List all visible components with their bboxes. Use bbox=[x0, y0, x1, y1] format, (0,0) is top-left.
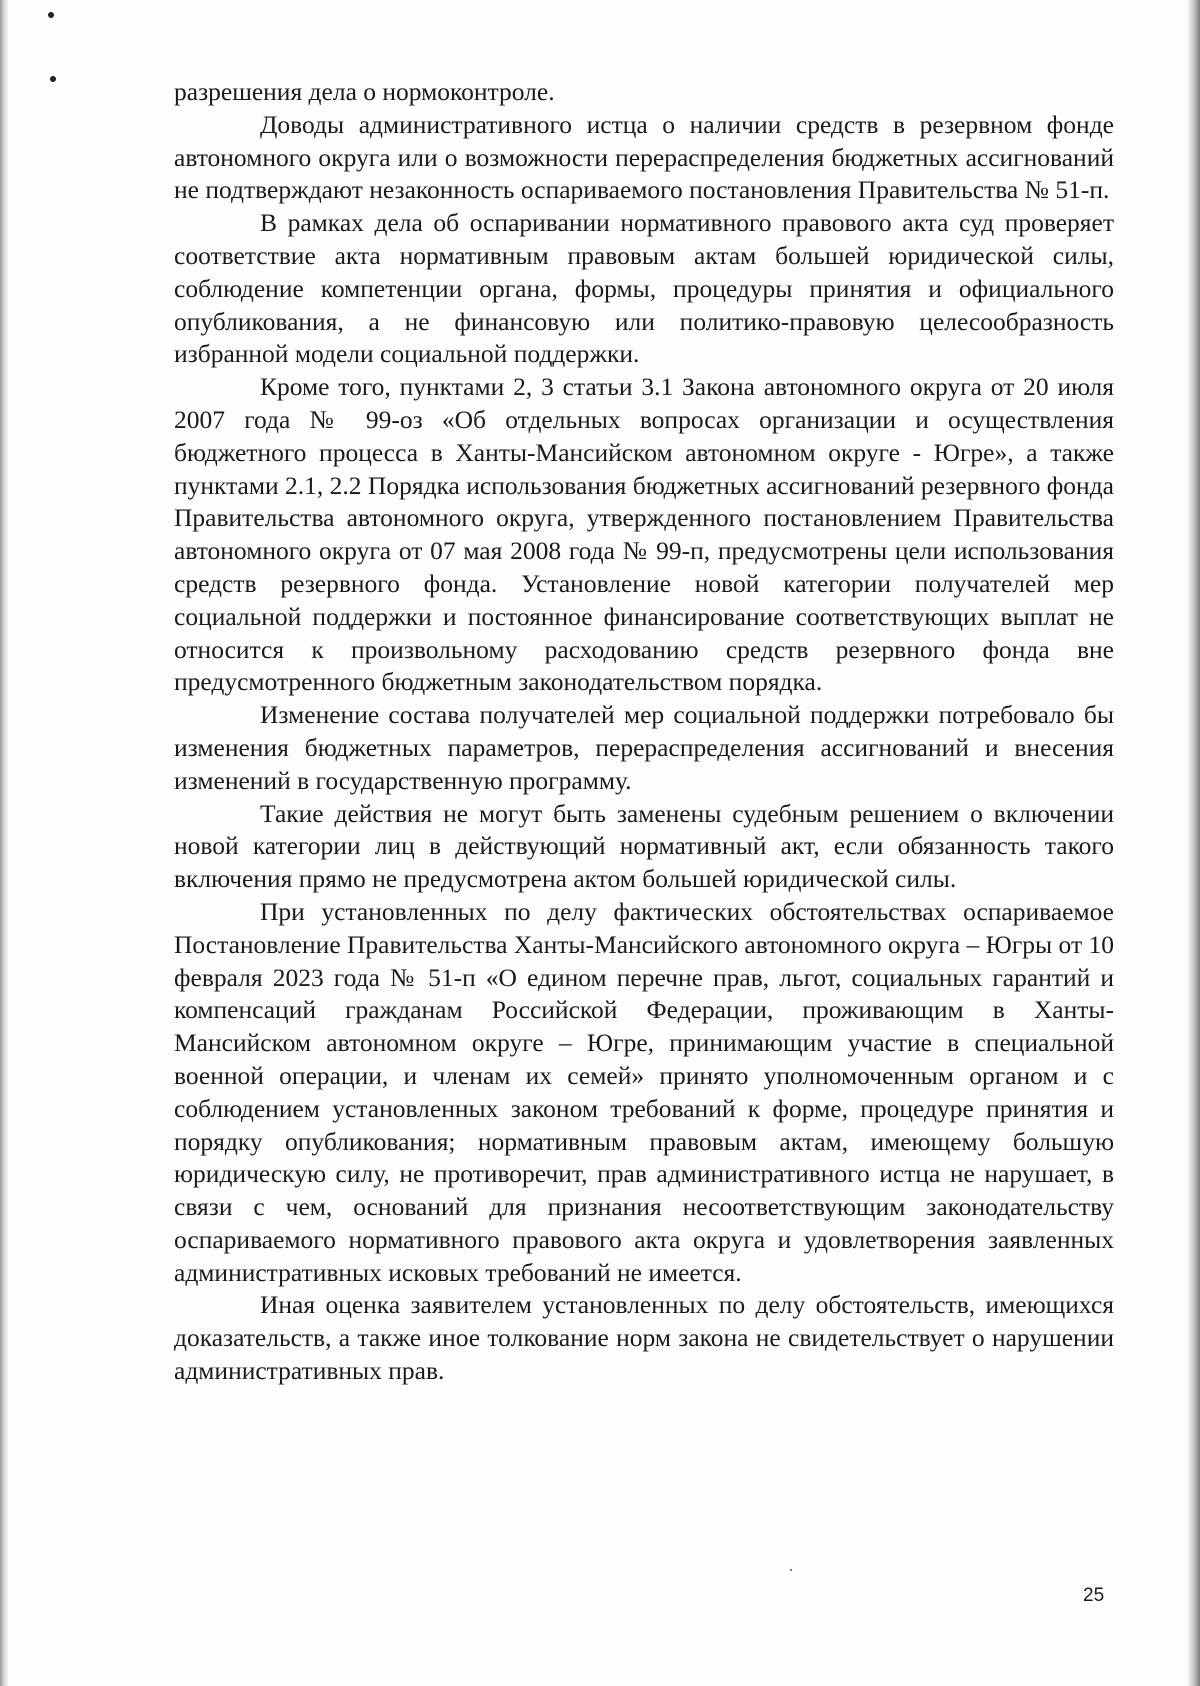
paragraph: Иная оценка заявителем установленных по делу обстоятельств, имеющихся доказательств, а также иное толкование норм закона не свидетельствует о нарушении административных прав. bbox=[174, 1290, 1114, 1386]
paragraph: В рамках дела об оспаривании нормативного правового акта суд проверяет соответствие акта нормативным правовым актам большей юридической силы, соблюдение компетенции органа, формы, процедуры принятия и официального опубликования, а не финансовую или политико-правовую целесообразность избранной модели социальной поддержки. bbox=[174, 208, 1114, 369]
paragraph: Доводы административного истца о наличии средств в резервном фонде автономного округа или о возможности перераспределения бюджетных ассигнований не подтверждают незаконность оспариваемого постановления Правительства № 51-п. bbox=[174, 109, 1114, 205]
scan-edge-left bbox=[0, 0, 8, 1686]
scan-mark bbox=[50, 76, 56, 82]
paragraph: Такие действия не могут быть заменены судебным решением о включении новой категории лиц в действующий нормативный акт, если обязанность такого включения прямо не предусмотрена актом большей юридической силы. bbox=[174, 798, 1114, 894]
paragraph: Изменение состава получателей мер социальной поддержки потребовало бы изменения бюджетных параметров, перераспределения ассигнований и внесения изменений в государственную программу. bbox=[174, 700, 1114, 795]
document-body bbox=[174, 76, 1114, 1388]
paragraph: Кроме того, пунктами 2, 3 статьи 3.1 Закона автономного округа от 20 июля 2007 года № 99-оз «Об отдельных вопросах организации и осуществления бюджетного процесса в Ханты-Мансийском автономном округе - Югре», а также пунктами 2.1, 2.2 Порядка использования бюджетных ассигнований резервного фонда Правительства автономного округа, утвержденного постановлением Правительства автономного округа от 07 мая 2008 года № 99-п, предусмотрены цели использования средств резервного фонда. Установление новой категории получателей мер социальной поддержки и постоянное финансирование соответствующих выплат не относится к произвольному расходованию средств резервного фонда вне предусмотренного бюджетным законодательством порядка. bbox=[174, 372, 1114, 697]
scan-speck bbox=[790, 1569, 792, 1571]
paragraph: При установленных по делу фактических обстоятельствах оспариваемое Постановление Правительства Ханты-Мансийского автономного округа – Югры от 10 февраля 2023 года № 51-п «О едином перечне прав, льгот, социальных гарантий и компенсаций гражданам Российской Федерации, проживающим в Ханты-Мансийском автономном округе – Югре, принимающим участие в специальной военной операции, и членам их семей» принято уполномоченным органом и с соблюдением установленных законом требований к форме, процедуре принятия и порядку опубликования; нормативным правовым актам, имеющему большую юридическую силу, не противоречит, прав административного истца не нарушает, в связи с чем, оснований для признания несоответствующим законодательству оспариваемого нормативного правового акта округа и удовлетворения заявленных административных исковых требований не имеется. bbox=[174, 896, 1114, 1287]
paragraph: разрешения дела о нормоконтроле. bbox=[174, 77, 555, 106]
scan-mark bbox=[48, 12, 54, 18]
scan-edge-right bbox=[1188, 0, 1200, 1686]
page-number: 25 bbox=[1083, 1585, 1105, 1606]
